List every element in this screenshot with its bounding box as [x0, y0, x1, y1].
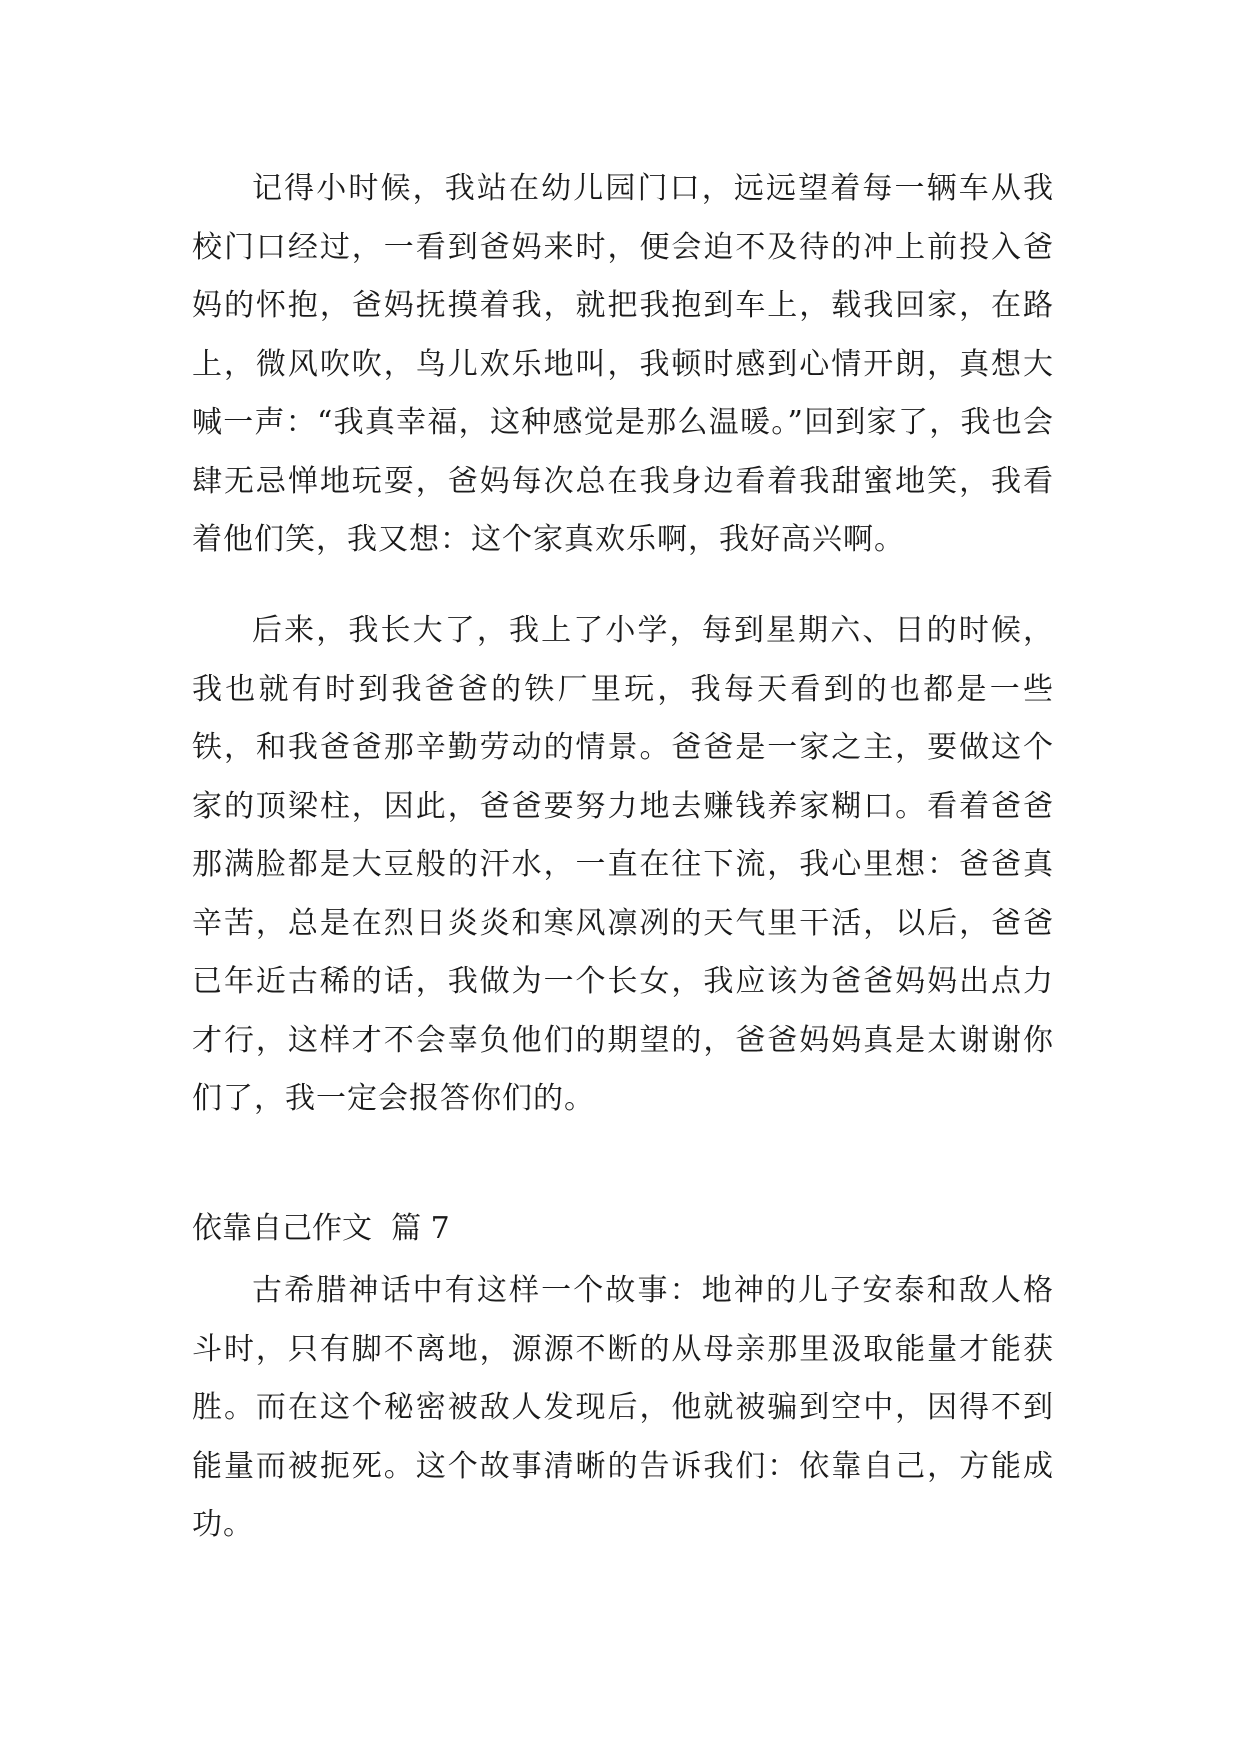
paragraph-growing-up: 后来，我长大了，我上了小学，每到星期六、日的时候，我也就有时到我爸爸的铁厂里玩，我每天看到的也都是一些铁，和我爸爸那辛勤劳动的情景。爸爸是一家之主，要做这个家的顶梁柱，因此，爸爸要努力地去赚钱养家糊口。看着爸爸那满脸都是大豆般的汗水，一直在往下流，我心里想：爸爸真辛苦，总是在烈日炎炎和寒风凛冽的天气里干活，以后，爸爸已年近古稀的话，我做为一个长女，我应该为爸爸妈妈出点力才行，这样才不会辜负他们的期望的，爸爸妈妈真是太谢谢你们了，我一定会报答你们的。: [192, 613, 1054, 1116]
body-text-part-1: [192, 160, 1054, 570]
body-text-part-1b: [192, 602, 1054, 1129]
paragraph-childhood: 记得小时候，我站在幼儿园门口，远远望着每一辆车从我校门口经过，一看到爸妈来时，便会迫不及待的冲上前投入爸妈的怀抱，爸妈抚摸着我，就把我抱到车上，载我回家，在路上，微风吹吹，鸟儿欢乐地叫，我顿时感到心情开朗，真想大喊一声：“我真幸福，这种感觉是那么温暖。”回到家了，我也会肆无忌惮地玩耍，爸妈每次总在我身边看着我甜蜜地笑，我看着他们笑，我又想：这个家真欢乐啊，我好高兴啊。: [192, 171, 1054, 557]
paragraph-antaeus-story: 古希腊神话中有这样一个故事：地神的儿子安泰和敌人格斗时，只有脚不离地，源源不断的从母亲那里汲取能量才能获胜。而在这个秘密被敌人发现后，他就被骗到空中，因得不到能量而被扼死。这个故事清晰的告诉我们：依靠自己，方能成功。: [192, 1273, 1054, 1542]
body-text-part-2: [192, 1262, 1054, 1555]
section-heading: 依靠自己作文 篇 7: [192, 1211, 450, 1246]
